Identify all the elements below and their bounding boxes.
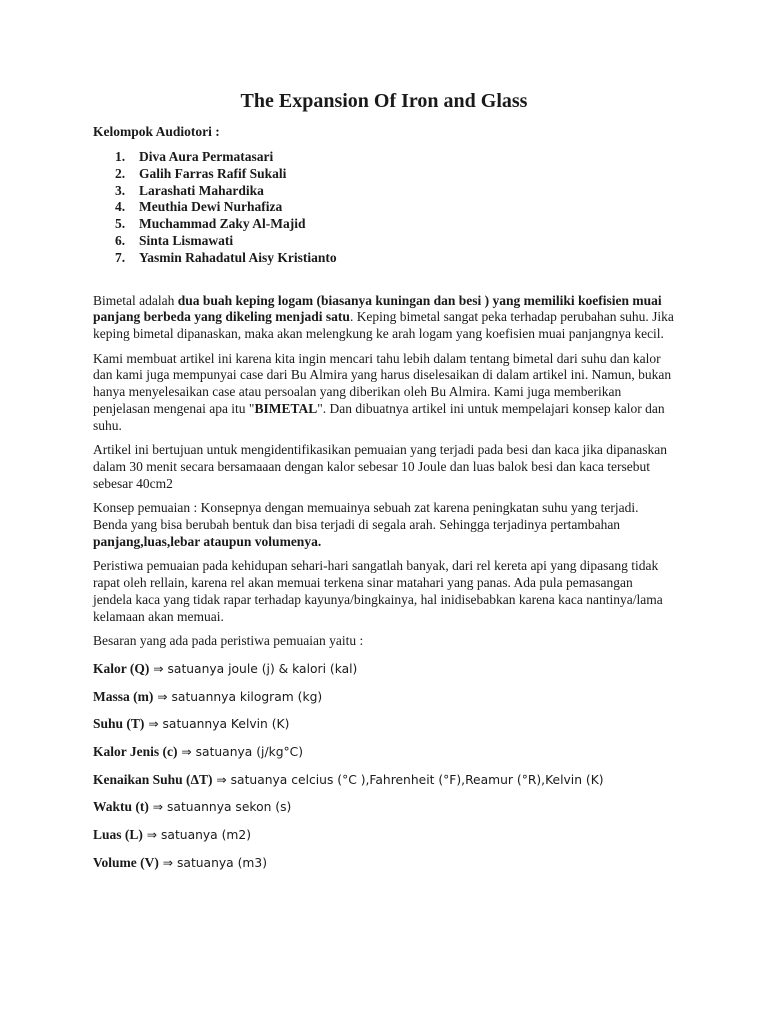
member-name: Meuthia Dewi Nurhafiza [139,199,283,215]
quantity-name: Massa (m) [93,688,154,704]
text-run: . Keping bimetal sangat peka terhadap perubahan suhu. Jika keping bimetal dipanaskan, maka akan melengkung ke arah logam yang koefisien muai panjangnya kecil. [93,309,674,341]
list-item [93,233,675,250]
list-number: 7. [115,249,126,265]
list-number: 1. [115,149,126,164]
list-number: 4. [115,199,126,215]
quantity-unit: ⇒ satuanya (m3) [158,855,268,870]
list-number: 5. [115,216,126,232]
bold-text-run: dua buah keping logam (biasanya kuningan dan besi ) yang memiliki koefisien muai panjang berbeda yang dikeling menjadi satu [93,292,662,325]
member-name: Galih Farras Rafif Sukali [139,165,287,181]
paragraph-bimetal-definition [93,293,675,343]
quantity-name: Suhu (T) [93,716,145,732]
paragraph-article-reason [93,351,675,435]
quantity-name: Kenaikan Suhu (ΔT) [93,771,213,787]
quantity-unit: ⇒ satuannya Kelvin (K) [144,717,290,732]
text-run: ". Dan dibuatnya artikel ini untuk mempelajari konsep kalor dan suhu. [93,400,665,433]
paragraph-article-goal: Artikel ini bertujuan untuk mengidentifikasikan pemuaian yang terjadi pada besi dan kaca jika dipanaskan dalam 30 menit secara bersamaaan dengan kalor sebesar 10 Joule dan luas balok besi dan kaca tersebut sebesar 40cm2 [93,442,667,491]
list-item [93,183,675,200]
member-list [93,149,675,267]
quantity-line [93,715,675,733]
quantity-unit: ⇒ satuanya (j/kg°C) [177,745,304,759]
quantity-unit: ⇒ satuanya (m2) [142,828,252,843]
quantity-unit: ⇒ satuanya celcius (°C ),Fahrenheit (°F),Reamur (°R),Kelvin (K) [212,772,604,787]
member-name: Larashati Mahardika [139,182,264,198]
document-title: The Expansion Of Iron and Glass [240,90,528,112]
list-item [93,199,675,216]
member-name: Diva Aura Permatasari [139,149,274,164]
member-name: Muchammad Zaky Al-Majid [139,216,306,232]
bold-text-run: BIMETAL [254,400,318,416]
list-item [93,250,675,267]
quantity-name: Kalor Jenis (c) [93,744,178,759]
quantity-name: Volume (V) [93,854,159,870]
member-name: Sinta Lismawati [139,232,234,248]
quantity-line [93,743,675,761]
quantity-name: Kalor (Q) [93,660,150,676]
text-run: Bimetal adalah [93,292,178,308]
paragraph-expansion-examples: Peristiwa pemuaian pada kehidupan sehari-hari sangatlah banyak, dari rel kereta api yang dipasang tidak rapat oleh rellain, karena rel akan memuai terkena sinar matahari yang panas. Ada pula pemasangan jendela kaca yang tidak rapar terhadap kayunya/bingkainya, hal inidisebabkan karena kaca nantinya/lama kelamaan akan memuai. [93,558,663,624]
quantity-name: Luas (L) [93,827,143,843]
group-label: Kelompok Audiotori : [93,124,220,139]
list-number: 6. [115,232,126,248]
quantity-unit: ⇒ satuanya joule (j) & kalori (kal) [149,661,358,676]
quantity-line [93,660,675,678]
member-name: Yasmin Rahadatul Aisy Kristianto [139,249,337,265]
quantity-line [93,826,675,844]
text-run: Kami membuat artikel ini karena kita ingin mencari tahu lebih dalam tentang bimetal dari suhu dan kalor dan kami juga mempunyai case dari Bu Almira yang harus diselesaikan di dalam artikel ini. Namun, bukan hanya menyelesaikan case atau persoalan yang diberikan oleh Bu Almira. Kami juga memberikan penjelasan mengenai apa itu " [93,350,672,416]
list-number: 3. [115,182,126,198]
list-item [93,149,675,166]
quantity-line [93,798,675,816]
text-run: Konsep pemuaian : Konsepnya dengan memuainya sebuah zat karena peningkatan suhu yang terjadi. Benda yang bisa berubah bentuk dan bisa terjadi di segala arah. Sehingga terjadinya pertambahan [93,500,639,533]
document-page [93,88,675,881]
paragraph-quantities-intro: Besaran yang ada pada peristiwa pemuaian yaitu : [93,633,364,649]
list-item [93,216,675,233]
list-item [93,166,675,183]
list-number: 2. [115,165,126,181]
paragraph-expansion-concept [93,500,675,550]
quantity-unit: ⇒ satuannya sekon (s) [148,800,292,815]
quantity-unit: ⇒ satuannya kilogram (kg) [153,689,323,704]
quantity-line [93,854,675,872]
quantity-line [93,771,675,789]
quantity-name: Waktu (t) [93,799,149,815]
bold-text-run: panjang,luas,lebar ataupun volumenya. [93,533,322,549]
quantity-line [93,688,675,706]
